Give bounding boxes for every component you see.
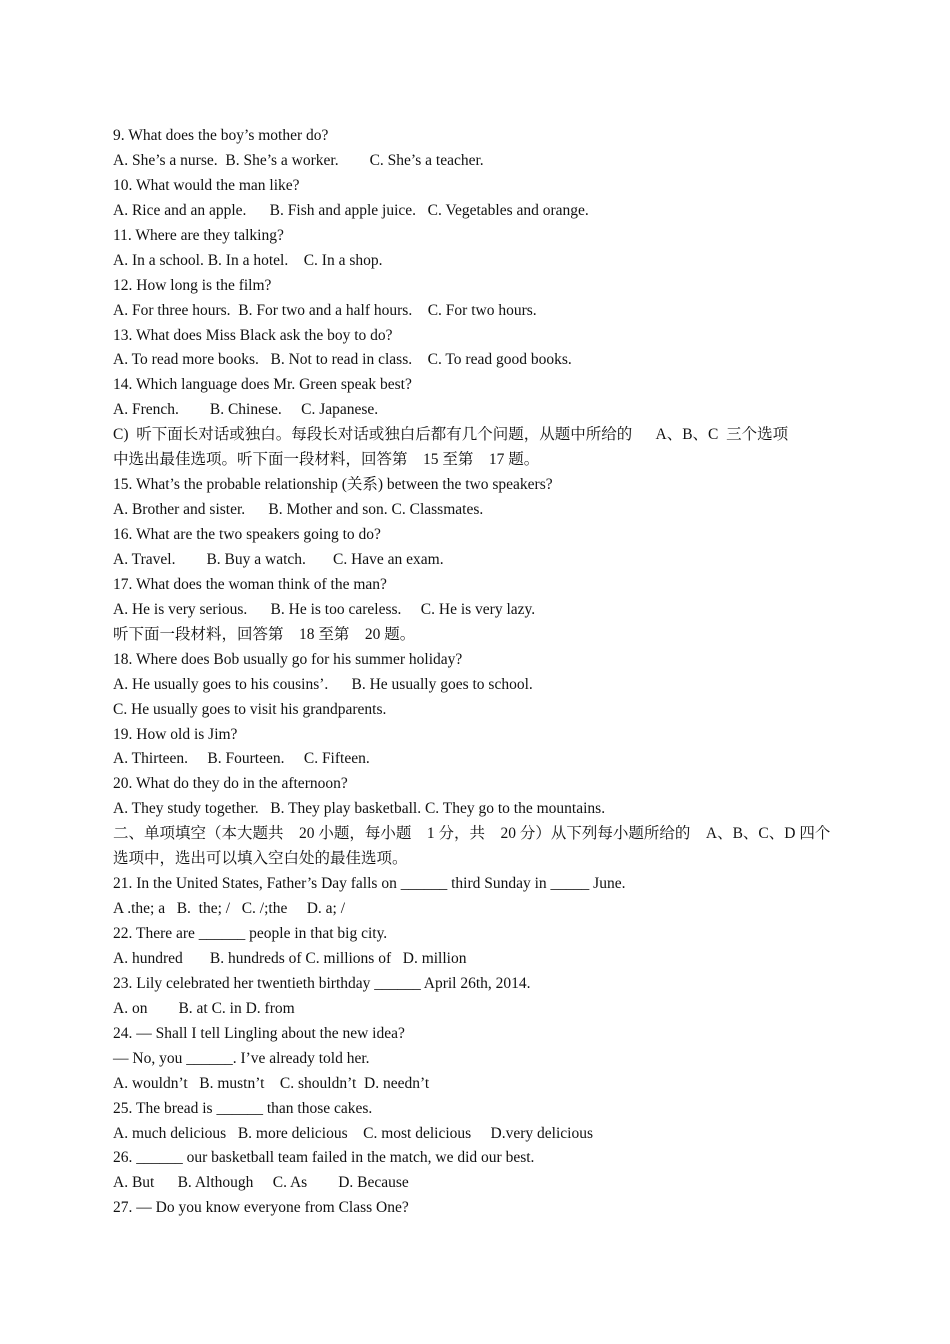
question-23: 23. Lily celebrated her twentieth birthday ______ April 26th, 2014. [113, 974, 531, 992]
options-15: A. Brother and sister. B. Mother and son. C. Classmates. [113, 501, 484, 519]
options-13: A. To read more books. B. Not to read in class. C. To read good books. [113, 351, 572, 369]
options-24: A. wouldn’t B. mustn’t C. shouldn’t D. needn’t [113, 1074, 430, 1092]
listening-instruction-18-20: 听下面一段材料，回答第 18 至第 20 题。 [113, 625, 416, 643]
options-21: A .the; a B. the; / C. /;the D. a; / [113, 900, 346, 918]
question-21: 21. In the United States, Father’s Day falls on ______ third Sunday in _____ June. [113, 875, 626, 893]
options-18-cont: C. He usually goes to visit his grandparents. [113, 700, 387, 718]
question-24: 24. — Shall I tell Lingling about the new idea? [113, 1024, 405, 1042]
options-18: A. He usually goes to his cousins’. B. He usually goes to school. [113, 675, 533, 693]
question-14: 14. Which language does Mr. Green speak best? [113, 376, 412, 394]
question-24-reply: — No, you ______. I’ve already told her. [113, 1049, 370, 1067]
options-23: A. on B. at C. in D. from [113, 999, 295, 1017]
options-11: A. In a school. B. In a hotel. C. In a shop. [113, 251, 383, 269]
options-14: A. French. B. Chinese. C. Japanese. [113, 401, 379, 419]
question-17: 17. What does the woman think of the man? [113, 575, 387, 593]
options-22: A. hundred B. hundreds of C. millions of D. million [113, 949, 467, 967]
options-20: A. They study together. B. They play basketball. C. They go to the mountains. [113, 800, 606, 818]
section-2-heading-cont: 选项中，选出可以填入空白处的最佳选项。 [113, 850, 408, 868]
section-2-heading: 二、单项填空（本大题共 20 小题，每小题 1 分，共 20 分）从下列每小题所给的 A、B、C、D 四个 [113, 825, 831, 843]
options-9: A. She’s a nurse. B. She’s a worker. C. She’s a teacher. [113, 151, 484, 169]
question-12: 12. How long is the film? [113, 276, 272, 294]
section-c-instruction: C) 听下面长对话或独白。每段长对话或独白后都有几个问题，从题中所给的 A、B、C 三个选项 [113, 426, 789, 444]
options-10: A. Rice and an apple. B. Fish and apple juice. C. Vegetables and orange. [113, 201, 589, 219]
options-16: A. Travel. B. Buy a watch. C. Have an exam. [113, 550, 444, 568]
question-20: 20. What do they do in the afternoon? [113, 775, 348, 793]
options-25: A. much delicious B. more delicious C. most delicious D.very delicious [113, 1124, 594, 1142]
question-22: 22. There are ______ people in that big city. [113, 925, 388, 942]
question-11: 11. Where are they talking? [113, 226, 284, 244]
question-18: 18. Where does Bob usually go for his summer holiday? [113, 650, 463, 668]
document-page [113, 124, 840, 1221]
options-12: A. For three hours. B. For two and a half hours. C. For two hours. [113, 301, 537, 319]
question-25: 25. The bread is ______ than those cakes. [113, 1099, 373, 1117]
question-15: 15. What’s the probable relationship (关系) between the two speakers? [113, 476, 553, 494]
question-19: 19. How old is Jim? [113, 725, 238, 743]
options-19: A. Thirteen. B. Fourteen. C. Fifteen. [113, 750, 370, 768]
question-26: 26. ______ our basketball team failed in the match, we did our best. [113, 1149, 535, 1167]
options-17: A. He is very serious. B. He is too careless. C. He is very lazy. [113, 600, 536, 618]
question-9: 9. What does the boy’s mother do? [113, 127, 329, 144]
question-27: 27. — Do you know everyone from Class One? [113, 1199, 409, 1217]
options-26: A. But B. Although C. As D. Because [113, 1174, 409, 1192]
section-c-instruction-cont: 中选出最佳选项。听下面一段材料，回答第 15 至第 17 题。 [113, 451, 540, 469]
question-10: 10. What would the man like? [113, 176, 300, 194]
question-16: 16. What are the two speakers going to do? [113, 526, 381, 543]
question-13: 13. What does Miss Black ask the boy to do? [113, 326, 393, 344]
